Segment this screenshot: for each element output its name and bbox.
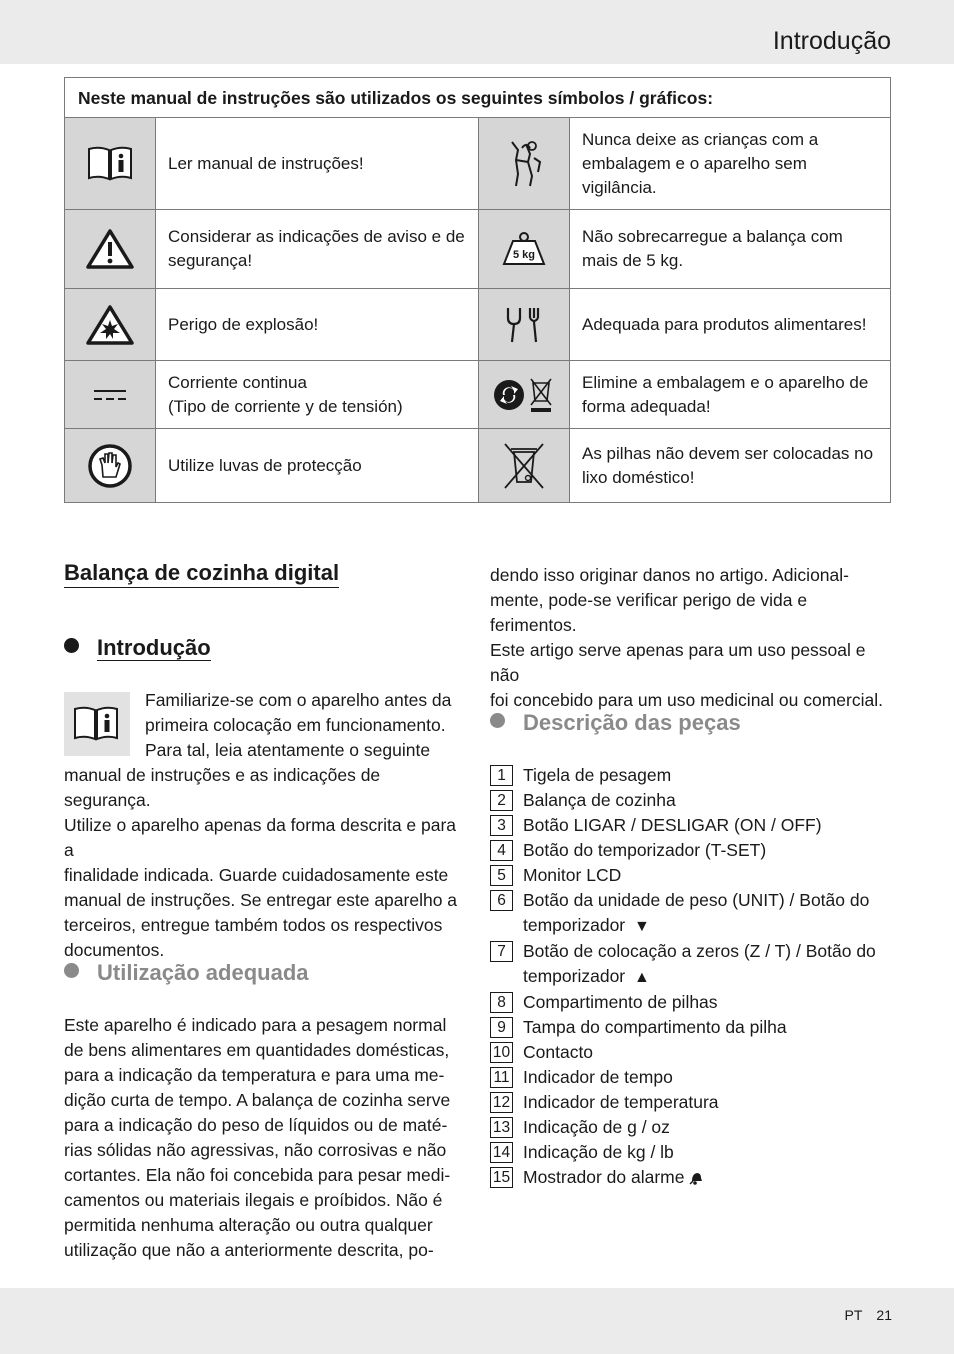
text-line: para a indicação do peso de líquidos ou de maté- [64, 1115, 448, 1135]
text-line: manual de instruções. Se entregar este aparelho a [64, 890, 458, 910]
warning-triangle-icon [65, 210, 156, 289]
intro-heading [64, 635, 211, 661]
list-item [490, 1165, 890, 1190]
footer-bar [0, 1288, 954, 1354]
bullet-icon [490, 713, 505, 728]
weight-5kg-icon [479, 210, 570, 289]
list-item [490, 888, 890, 939]
parts-heading-text: Descrição das peças [523, 710, 741, 735]
list-item [490, 813, 890, 838]
explosion-warning-icon [65, 289, 156, 361]
part-label: Botão de colocação a zeros (Z / T) / Botão do [523, 941, 876, 961]
part-label-cont: temporizador [523, 915, 626, 935]
alarm-bell-icon [689, 1170, 703, 1186]
part-label: Indicação de kg / lb [523, 1142, 674, 1162]
part-number: 3 [490, 815, 513, 836]
part-number: 5 [490, 865, 513, 886]
list-item [490, 990, 890, 1015]
part-number: 14 [490, 1142, 513, 1163]
dispose-text: Elimine a embalagem e o aparelho de forma adequada! [570, 361, 891, 429]
text-line: permitida nenhuma alteração ou outra qualquer [64, 1215, 433, 1235]
parts-list [490, 763, 890, 1190]
part-number: 8 [490, 992, 513, 1013]
part-label: Indicação de g / oz [523, 1117, 670, 1137]
part-label: Mostrador do alarme [523, 1167, 685, 1187]
symbols-table [64, 77, 891, 503]
crossed-bin-icon [479, 429, 570, 503]
part-label: Botão da unidade de peso (UNIT) / Botão do [523, 890, 870, 910]
list-item [490, 763, 890, 788]
food-safe-text: Adequada para produtos alimentares! [570, 289, 891, 361]
part-number: 11 [490, 1067, 513, 1088]
part-label: Contacto [523, 1042, 594, 1062]
triangle-up-icon: ▲ [634, 969, 650, 986]
list-item [490, 788, 890, 813]
text-line: documentos. [64, 940, 165, 960]
usage-heading [64, 960, 309, 986]
part-label-wrap [523, 888, 869, 939]
text-line: primeira colocação em funcionamento. [145, 715, 446, 735]
text-line: foi concebido para um uso medicinal ou comercial. [490, 690, 883, 710]
part-label: Monitor LCD [523, 865, 622, 885]
part-label: Botão LIGAR / DESLIGAR (ON / OFF) [523, 815, 822, 835]
part-label: Balança de cozinha [523, 790, 676, 810]
part-number: 9 [490, 1017, 513, 1038]
text-line: Familiarize-se com o aparelho antes da [145, 690, 452, 710]
text-line: terceiros, entregue também todos os respectivos [64, 915, 443, 935]
list-item [490, 1090, 890, 1115]
part-number: 1 [490, 765, 513, 786]
part-number: 12 [490, 1092, 513, 1113]
intro-para-indented [145, 688, 451, 763]
food-safe-icon [479, 289, 570, 361]
read-manual-text: Ler manual de instruções! [156, 118, 479, 210]
part-label: Indicador de tempo [523, 1067, 673, 1087]
part-number: 4 [490, 840, 513, 861]
bullet-icon [64, 638, 79, 653]
part-label-cont: temporizador [523, 966, 626, 986]
recycle-dispose-icon [479, 361, 570, 429]
symbols-table-heading: Neste manual de instruções são utilizados os seguintes símbolos / gráficos: [65, 78, 891, 118]
part-number: 2 [490, 790, 513, 811]
warning-text: Considerar as indicações de aviso e de segurança! [156, 210, 479, 289]
text-line: para a indicação da temperatura e para uma me- [64, 1065, 445, 1085]
child-warning-text: Nunca deixe as crianças com a embalagem e o aparelho sem vigilância. [570, 118, 891, 210]
list-item [490, 939, 890, 990]
bullet-icon [64, 963, 79, 978]
part-label: Indicador de temperatura [523, 1092, 719, 1112]
page-title: Introdução [772, 27, 891, 55]
part-label: Compartimento de pilhas [523, 992, 718, 1012]
text-line: rias sólidas não agressivas, não corrosivas e não [64, 1140, 447, 1160]
text-line: dição curta de tempo. A balança de cozinha serve [64, 1090, 451, 1110]
text-line: Este artigo serve apenas para um uso pessoal e não [490, 640, 866, 685]
footer-lang: PT [844, 1307, 863, 1323]
part-label: Tigela de pesagem [523, 765, 672, 785]
weight-label: 5 kg [512, 249, 536, 261]
text-line: Utilize o aparelho apenas da forma descrita e para a [64, 815, 457, 860]
text-line: Este aparelho é indicado para a pesagem normal [64, 1015, 447, 1035]
read-manual-icon [65, 118, 156, 210]
part-number: 7 [490, 941, 513, 962]
gloves-icon [65, 429, 156, 503]
product-title: Balança de cozinha digital [64, 560, 339, 588]
text-line: dendo isso originar danos no artigo. Adicional- [490, 565, 849, 585]
part-label: Botão do temporizador (T-SET) [523, 840, 767, 860]
list-item [490, 1015, 890, 1040]
text-line: cortantes. Ela não foi concebida para pesar medi- [64, 1165, 451, 1185]
explosion-text: Perigo de explosão! [156, 289, 479, 361]
intro-para [64, 763, 464, 963]
list-item [490, 838, 890, 863]
usage-para-continued [490, 563, 890, 713]
bin-text: As pilhas não devem ser colocadas no lixo doméstico! [570, 429, 891, 503]
usage-heading-text: Utilização adequada [97, 960, 309, 985]
part-number: 15 [490, 1167, 513, 1188]
text-line: utilização que não a anteriormente descrita, po- [64, 1240, 434, 1260]
weight-text: Não sobrecarregue a balança com mais de 5 kg. [570, 210, 891, 289]
direct-current-line2: (Tipo de corriente y de tensión) [168, 396, 403, 416]
part-label: Tampa do compartimento da pilha [523, 1017, 787, 1037]
footer [831, 1307, 892, 1323]
text-line: mente, pode-se verificar perigo de vida e ferimentos. [490, 590, 808, 635]
text-line: Para tal, leia atentamente o seguinte [145, 740, 431, 760]
list-item [490, 1140, 890, 1165]
part-number: 6 [490, 890, 513, 911]
usage-para [64, 1013, 464, 1263]
part-number: 13 [490, 1117, 513, 1138]
direct-current-icon [65, 361, 156, 429]
text-line: finalidade indicada. Guarde cuidadosamente este [64, 865, 449, 885]
list-item [490, 863, 890, 888]
triangle-down-icon: ▼ [634, 918, 650, 935]
part-number: 10 [490, 1042, 513, 1063]
gloves-text: Utilize luvas de protecção [156, 429, 479, 503]
page-number: 21 [876, 1307, 892, 1323]
list-item [490, 1115, 890, 1140]
direct-current-text [156, 361, 479, 429]
intro-heading-text: Introdução [97, 635, 211, 660]
text-line: manual de instruções e as indicações de segurança. [64, 765, 381, 810]
list-item [490, 1065, 890, 1090]
info-manual-icon [64, 692, 130, 756]
part-label-wrap [523, 939, 876, 990]
list-item [490, 1040, 890, 1065]
child-warning-icon [479, 118, 570, 210]
text-line: camentos ou materiais ilegais e proíbidos. Não é [64, 1190, 443, 1210]
parts-heading [490, 710, 741, 736]
direct-current-line1: Corriente continua [168, 372, 307, 392]
text-line: de bens alimentares em quantidades domésticas, [64, 1040, 450, 1060]
